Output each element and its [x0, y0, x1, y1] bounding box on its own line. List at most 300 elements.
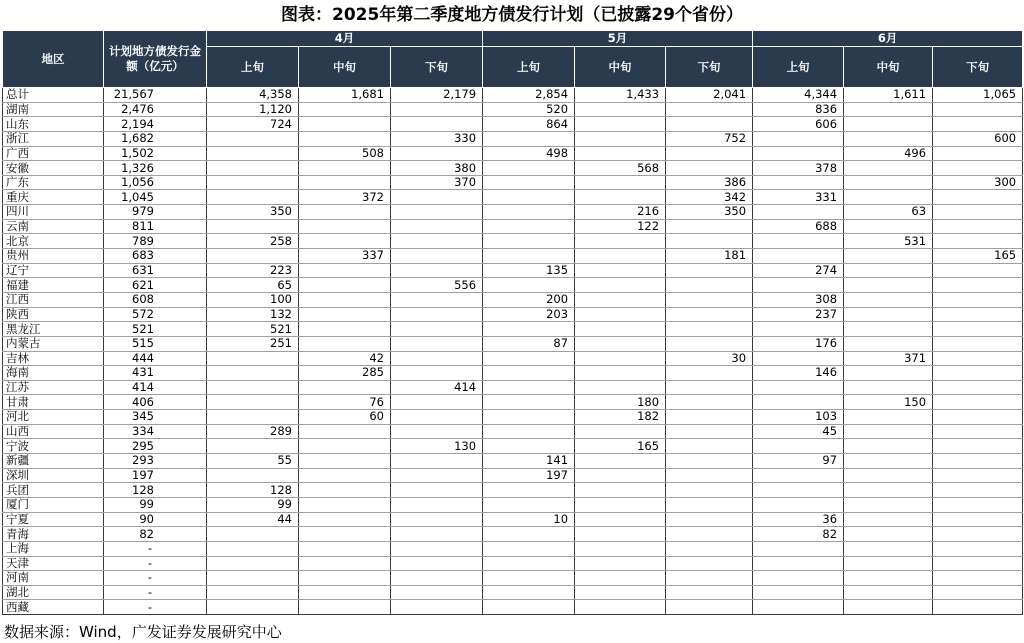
plan-amount-cell: 334	[104, 424, 207, 439]
issuance-value-cell: 258	[207, 234, 299, 249]
issuance-value-cell: 63	[844, 205, 933, 220]
issuance-value-cell: 60	[299, 410, 391, 425]
issuance-value-cell	[575, 190, 666, 205]
issuance-value-cell	[844, 454, 933, 469]
issuance-value-cell	[207, 249, 299, 264]
issuance-value-cell	[391, 424, 483, 439]
issuance-value-cell	[933, 307, 1023, 322]
issuance-value-cell	[666, 117, 753, 132]
issuance-value-cell	[933, 527, 1023, 542]
issuance-value-cell	[933, 322, 1023, 337]
issuance-value-cell	[844, 278, 933, 293]
header-region: 地区	[3, 31, 104, 88]
issuance-value-cell: 122	[575, 219, 666, 234]
issuance-value-cell	[666, 556, 753, 571]
table-row	[3, 439, 1023, 454]
issuance-value-cell	[933, 541, 1023, 556]
issuance-value-cell	[391, 117, 483, 132]
issuance-value-cell: 386	[666, 175, 753, 190]
table-row	[3, 366, 1023, 381]
issuance-value-cell	[844, 512, 933, 527]
issuance-value-cell	[933, 424, 1023, 439]
region-cell: 宁夏	[3, 512, 104, 527]
region-cell: 浙江	[3, 131, 104, 146]
issuance-value-cell	[575, 102, 666, 117]
region-cell: 内蒙古	[3, 336, 104, 351]
issuance-value-cell	[844, 336, 933, 351]
header-month-may: 5月	[483, 31, 753, 47]
plan-amount-cell: 515	[104, 336, 207, 351]
issuance-value-cell	[391, 527, 483, 542]
header-period-late: 下旬	[666, 47, 753, 88]
issuance-value-cell	[207, 351, 299, 366]
issuance-value-cell: 521	[207, 322, 299, 337]
issuance-value-cell: 289	[207, 424, 299, 439]
issuance-value-cell	[391, 292, 483, 307]
issuance-value-cell	[844, 483, 933, 498]
issuance-value-cell	[844, 307, 933, 322]
issuance-value-cell	[933, 146, 1023, 161]
issuance-value-cell	[575, 307, 666, 322]
issuance-value-cell	[483, 234, 575, 249]
issuance-value-cell	[666, 336, 753, 351]
plan-amount-cell: 979	[104, 205, 207, 220]
issuance-value-cell: 508	[299, 146, 391, 161]
plan-amount-cell: 811	[104, 219, 207, 234]
issuance-value-cell: 128	[207, 483, 299, 498]
table-row	[3, 190, 1023, 205]
issuance-value-cell	[483, 249, 575, 264]
region-cell: 山西	[3, 424, 104, 439]
issuance-value-cell	[666, 395, 753, 410]
issuance-value-cell	[753, 249, 844, 264]
issuance-value-cell	[391, 190, 483, 205]
header-period-mid: 中旬	[844, 47, 933, 88]
region-cell: 重庆	[3, 190, 104, 205]
issuance-value-cell	[207, 219, 299, 234]
issuance-value-cell	[207, 571, 299, 586]
issuance-value-cell	[933, 161, 1023, 176]
issuance-value-cell	[666, 527, 753, 542]
table-row	[3, 483, 1023, 498]
issuance-value-cell	[483, 219, 575, 234]
issuance-value-cell	[844, 468, 933, 483]
issuance-value-cell	[844, 249, 933, 264]
issuance-value-cell	[933, 439, 1023, 454]
issuance-value-cell	[844, 190, 933, 205]
table-row	[3, 512, 1023, 527]
issuance-value-cell	[299, 439, 391, 454]
issuance-value-cell: 10	[483, 512, 575, 527]
issuance-value-cell	[666, 234, 753, 249]
plan-amount-cell: 21,567	[104, 88, 207, 103]
issuance-value-cell	[933, 366, 1023, 381]
issuance-value-cell: 200	[483, 292, 575, 307]
region-cell: 新疆	[3, 454, 104, 469]
plan-amount-cell: 572	[104, 307, 207, 322]
issuance-value-cell	[483, 410, 575, 425]
issuance-value-cell	[753, 395, 844, 410]
issuance-value-cell	[483, 190, 575, 205]
issuance-value-cell	[753, 351, 844, 366]
issuance-value-cell	[483, 161, 575, 176]
bond-issuance-table	[2, 30, 1023, 615]
issuance-value-cell	[933, 117, 1023, 132]
issuance-value-cell	[299, 600, 391, 615]
table-row	[3, 556, 1023, 571]
issuance-value-cell	[666, 263, 753, 278]
plan-amount-cell: 1,045	[104, 190, 207, 205]
issuance-value-cell: 300	[933, 175, 1023, 190]
issuance-value-cell	[483, 322, 575, 337]
issuance-value-cell: 600	[933, 131, 1023, 146]
plan-amount-cell: 444	[104, 351, 207, 366]
issuance-value-cell	[207, 556, 299, 571]
issuance-value-cell: 4,344	[753, 88, 844, 103]
plan-amount-cell: -	[104, 600, 207, 615]
issuance-value-cell	[933, 102, 1023, 117]
issuance-value-cell: 531	[844, 234, 933, 249]
plan-amount-cell: 406	[104, 395, 207, 410]
issuance-value-cell	[666, 512, 753, 527]
table-row	[3, 292, 1023, 307]
table-row	[3, 205, 1023, 220]
issuance-value-cell	[933, 336, 1023, 351]
issuance-value-cell	[391, 497, 483, 512]
issuance-value-cell	[483, 278, 575, 293]
table-row	[3, 351, 1023, 366]
table-row	[3, 410, 1023, 425]
issuance-value-cell	[299, 380, 391, 395]
issuance-value-cell	[666, 439, 753, 454]
region-cell: 北京	[3, 234, 104, 249]
issuance-value-cell	[666, 454, 753, 469]
issuance-value-cell	[391, 219, 483, 234]
issuance-value-cell	[575, 322, 666, 337]
issuance-value-cell	[933, 292, 1023, 307]
region-cell: 湖南	[3, 102, 104, 117]
issuance-value-cell: 556	[391, 278, 483, 293]
issuance-value-cell	[753, 278, 844, 293]
issuance-value-cell	[391, 146, 483, 161]
issuance-value-cell: 1,065	[933, 88, 1023, 103]
issuance-value-cell	[933, 395, 1023, 410]
issuance-value-cell: 414	[391, 380, 483, 395]
region-cell: 四川	[3, 205, 104, 220]
issuance-value-cell	[575, 234, 666, 249]
issuance-value-cell	[753, 468, 844, 483]
issuance-value-cell: 103	[753, 410, 844, 425]
table-row	[3, 541, 1023, 556]
issuance-value-cell: 380	[391, 161, 483, 176]
issuance-value-cell	[207, 439, 299, 454]
issuance-value-cell	[666, 219, 753, 234]
issuance-value-cell: 30	[666, 351, 753, 366]
issuance-value-cell: 87	[483, 336, 575, 351]
plan-amount-cell: 82	[104, 527, 207, 542]
issuance-value-cell	[391, 410, 483, 425]
issuance-value-cell	[844, 131, 933, 146]
issuance-value-cell	[483, 366, 575, 381]
issuance-value-cell	[575, 571, 666, 586]
issuance-value-cell	[299, 175, 391, 190]
plan-amount-cell: 789	[104, 234, 207, 249]
plan-amount-cell: 293	[104, 454, 207, 469]
issuance-value-cell	[391, 263, 483, 278]
issuance-value-cell	[299, 571, 391, 586]
issuance-value-cell: 1,681	[299, 88, 391, 103]
issuance-value-cell	[483, 351, 575, 366]
table-row	[3, 322, 1023, 337]
issuance-value-cell	[844, 117, 933, 132]
issuance-value-cell	[753, 146, 844, 161]
table-row	[3, 571, 1023, 586]
issuance-value-cell	[753, 497, 844, 512]
issuance-value-cell: 568	[575, 161, 666, 176]
issuance-value-cell: 165	[575, 439, 666, 454]
issuance-value-cell	[391, 336, 483, 351]
table-row	[3, 527, 1023, 542]
issuance-value-cell	[666, 468, 753, 483]
header-month-apr: 4月	[207, 31, 483, 47]
issuance-value-cell	[844, 161, 933, 176]
issuance-value-cell	[666, 102, 753, 117]
plan-amount-cell: -	[104, 571, 207, 586]
header-row-months	[3, 31, 1023, 47]
table-row	[3, 600, 1023, 615]
issuance-value-cell	[299, 161, 391, 176]
issuance-value-cell	[391, 556, 483, 571]
plan-amount-cell: -	[104, 556, 207, 571]
issuance-value-cell	[207, 468, 299, 483]
region-cell: 河南	[3, 571, 104, 586]
plan-amount-cell: 345	[104, 410, 207, 425]
plan-amount-cell: 414	[104, 380, 207, 395]
issuance-value-cell	[933, 454, 1023, 469]
region-cell: 陕西	[3, 307, 104, 322]
table-row	[3, 175, 1023, 190]
region-cell: 贵州	[3, 249, 104, 264]
issuance-value-cell	[391, 307, 483, 322]
issuance-value-cell	[933, 585, 1023, 600]
issuance-value-cell	[299, 527, 391, 542]
issuance-value-cell	[483, 175, 575, 190]
issuance-value-cell	[299, 292, 391, 307]
issuance-value-cell: 274	[753, 263, 844, 278]
issuance-value-cell: 498	[483, 146, 575, 161]
table-row	[3, 131, 1023, 146]
header-period-mid: 中旬	[299, 47, 391, 88]
issuance-value-cell	[844, 527, 933, 542]
table-row	[3, 219, 1023, 234]
issuance-value-cell	[933, 571, 1023, 586]
issuance-value-cell: 180	[575, 395, 666, 410]
issuance-value-cell	[933, 219, 1023, 234]
issuance-value-cell	[575, 380, 666, 395]
issuance-value-cell: 331	[753, 190, 844, 205]
issuance-value-cell	[753, 600, 844, 615]
issuance-value-cell	[299, 205, 391, 220]
issuance-value-cell: 146	[753, 366, 844, 381]
issuance-value-cell	[933, 190, 1023, 205]
issuance-value-cell: 45	[753, 424, 844, 439]
issuance-value-cell	[753, 571, 844, 586]
issuance-value-cell: 135	[483, 263, 575, 278]
issuance-value-cell	[299, 468, 391, 483]
issuance-value-cell: 1,611	[844, 88, 933, 103]
issuance-value-cell: 285	[299, 366, 391, 381]
issuance-value-cell	[483, 439, 575, 454]
region-cell: 云南	[3, 219, 104, 234]
issuance-value-cell	[483, 571, 575, 586]
header-period-early: 上旬	[207, 47, 299, 88]
issuance-value-cell: 330	[391, 131, 483, 146]
region-cell: 安徽	[3, 161, 104, 176]
issuance-value-cell	[753, 439, 844, 454]
region-cell: 宁波	[3, 439, 104, 454]
plan-amount-cell: 431	[104, 366, 207, 381]
issuance-value-cell	[844, 219, 933, 234]
issuance-value-cell	[575, 278, 666, 293]
issuance-value-cell	[575, 541, 666, 556]
issuance-value-cell	[575, 175, 666, 190]
issuance-value-cell	[299, 483, 391, 498]
issuance-value-cell: 836	[753, 102, 844, 117]
issuance-value-cell: 4,358	[207, 88, 299, 103]
issuance-value-cell: 342	[666, 190, 753, 205]
table-row	[3, 263, 1023, 278]
region-cell: 厦门	[3, 497, 104, 512]
header-period-early: 上旬	[483, 47, 575, 88]
plan-amount-cell: 2,194	[104, 117, 207, 132]
region-cell: 湖北	[3, 585, 104, 600]
issuance-value-cell: 606	[753, 117, 844, 132]
issuance-value-cell	[483, 131, 575, 146]
issuance-value-cell	[575, 336, 666, 351]
issuance-value-cell	[753, 483, 844, 498]
issuance-value-cell	[299, 512, 391, 527]
issuance-value-cell	[207, 366, 299, 381]
issuance-value-cell	[575, 527, 666, 542]
table-row	[3, 102, 1023, 117]
issuance-value-cell	[483, 585, 575, 600]
issuance-value-cell	[666, 497, 753, 512]
issuance-value-cell	[844, 380, 933, 395]
issuance-value-cell	[391, 249, 483, 264]
issuance-value-cell	[933, 410, 1023, 425]
issuance-value-cell	[575, 600, 666, 615]
issuance-value-cell: 42	[299, 351, 391, 366]
issuance-value-cell: 76	[299, 395, 391, 410]
issuance-value-cell	[575, 483, 666, 498]
issuance-value-cell: 237	[753, 307, 844, 322]
issuance-value-cell	[483, 380, 575, 395]
source-note: 数据来源：Wind，广发证券发展研究中心	[4, 623, 282, 641]
issuance-value-cell	[933, 468, 1023, 483]
issuance-value-cell	[299, 556, 391, 571]
table-row	[3, 468, 1023, 483]
issuance-value-cell	[933, 263, 1023, 278]
region-cell: 黑龙江	[3, 322, 104, 337]
header-period-mid: 中旬	[575, 47, 666, 88]
issuance-value-cell	[391, 205, 483, 220]
plan-amount-cell: 1,682	[104, 131, 207, 146]
table-body	[3, 88, 1023, 615]
issuance-value-cell: 2,041	[666, 88, 753, 103]
issuance-value-cell	[844, 410, 933, 425]
plan-amount-cell: 295	[104, 439, 207, 454]
header-period-late: 下旬	[933, 47, 1023, 88]
issuance-value-cell: 141	[483, 454, 575, 469]
region-cell: 青海	[3, 527, 104, 542]
plan-amount-cell: 1,326	[104, 161, 207, 176]
issuance-value-cell	[299, 219, 391, 234]
issuance-value-cell	[483, 527, 575, 542]
issuance-value-cell: 182	[575, 410, 666, 425]
issuance-value-cell	[575, 131, 666, 146]
issuance-value-cell	[844, 424, 933, 439]
issuance-value-cell	[933, 483, 1023, 498]
issuance-value-cell: 216	[575, 205, 666, 220]
issuance-value-cell	[483, 424, 575, 439]
table-row	[3, 380, 1023, 395]
issuance-value-cell	[753, 380, 844, 395]
header-period-early: 上旬	[753, 47, 844, 88]
issuance-value-cell	[391, 512, 483, 527]
issuance-value-cell: 724	[207, 117, 299, 132]
issuance-value-cell	[575, 512, 666, 527]
region-cell: 总计	[3, 88, 104, 103]
issuance-value-cell: 97	[753, 454, 844, 469]
issuance-value-cell	[666, 146, 753, 161]
issuance-value-cell	[575, 556, 666, 571]
table-row	[3, 585, 1023, 600]
issuance-value-cell	[391, 366, 483, 381]
plan-amount-cell: 1,056	[104, 175, 207, 190]
issuance-value-cell: 99	[207, 497, 299, 512]
issuance-value-cell: 371	[844, 351, 933, 366]
issuance-value-cell	[844, 263, 933, 278]
issuance-value-cell	[207, 146, 299, 161]
issuance-value-cell	[933, 497, 1023, 512]
plan-amount-cell: 197	[104, 468, 207, 483]
table-row	[3, 424, 1023, 439]
issuance-value-cell	[666, 600, 753, 615]
issuance-value-cell	[844, 600, 933, 615]
region-cell: 海南	[3, 366, 104, 381]
issuance-value-cell	[933, 512, 1023, 527]
issuance-value-cell	[299, 497, 391, 512]
header-period-late: 下旬	[391, 47, 483, 88]
header-month-jun: 6月	[753, 31, 1023, 47]
issuance-value-cell	[933, 205, 1023, 220]
issuance-value-cell	[844, 541, 933, 556]
issuance-value-cell	[933, 234, 1023, 249]
issuance-value-cell	[753, 234, 844, 249]
issuance-value-cell	[391, 102, 483, 117]
region-cell: 上海	[3, 541, 104, 556]
plan-amount-cell: 521	[104, 322, 207, 337]
issuance-value-cell: 1,433	[575, 88, 666, 103]
plan-amount-cell: 2,476	[104, 102, 207, 117]
issuance-value-cell	[299, 278, 391, 293]
issuance-value-cell	[666, 380, 753, 395]
issuance-value-cell: 197	[483, 468, 575, 483]
plan-amount-cell: 1,502	[104, 146, 207, 161]
issuance-value-cell	[207, 380, 299, 395]
issuance-value-cell	[299, 117, 391, 132]
issuance-value-cell	[299, 234, 391, 249]
